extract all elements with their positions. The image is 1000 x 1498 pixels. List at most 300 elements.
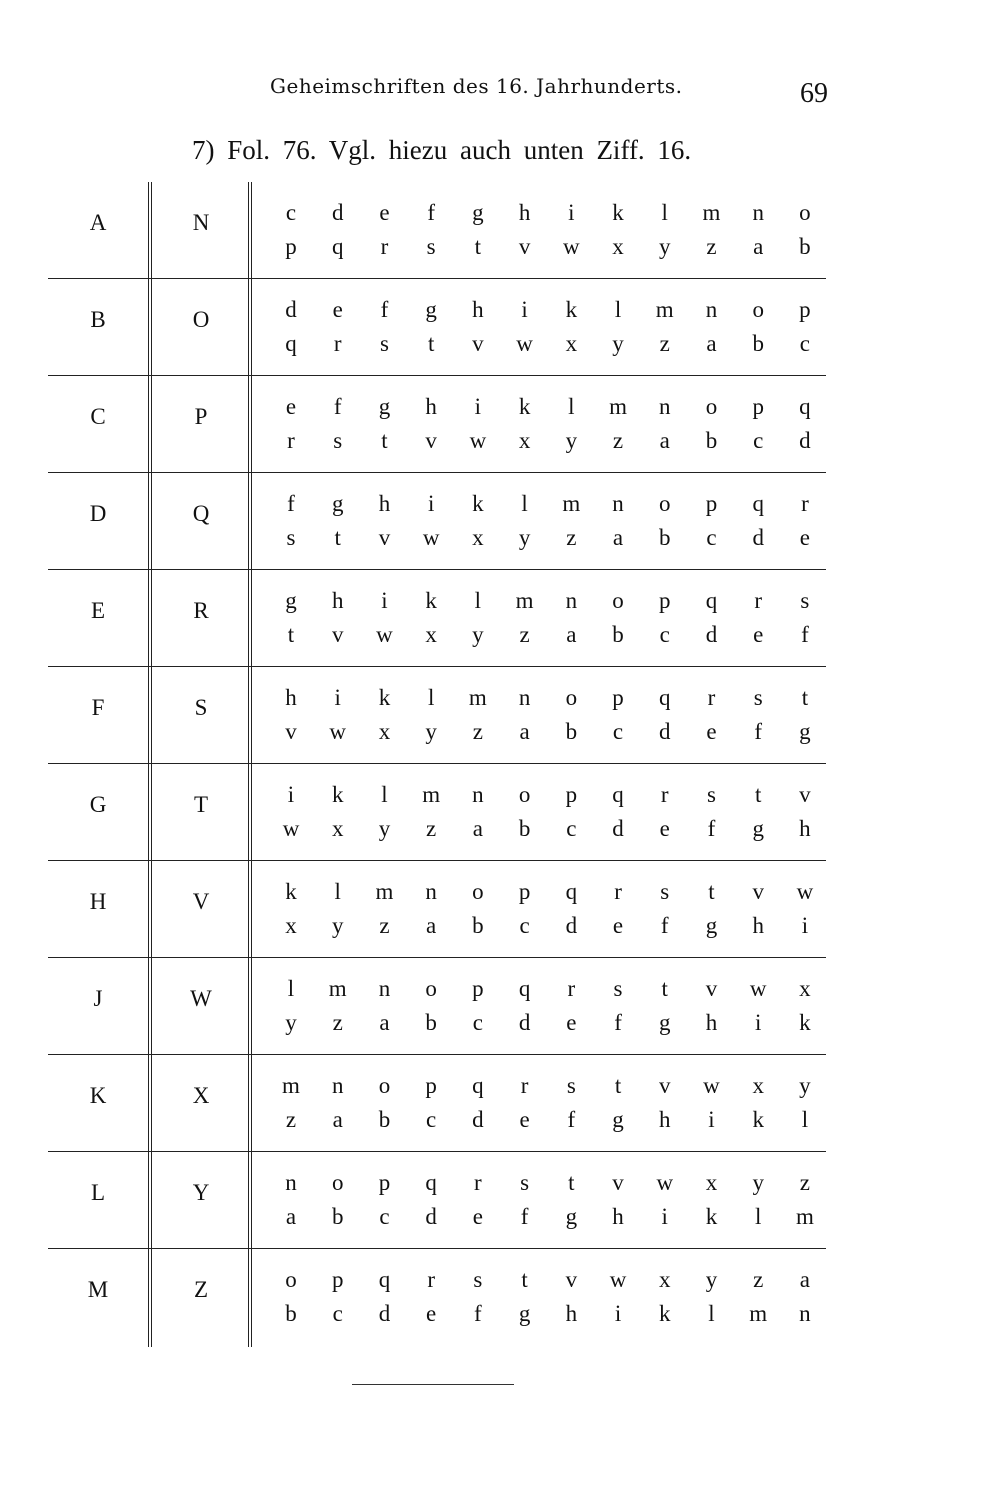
cipher-letter: h	[705, 1010, 718, 1035]
cipher-letter: s	[753, 685, 763, 710]
cipher-letter: z	[659, 331, 670, 356]
alphabet-line-top	[268, 1170, 828, 1196]
key-letter-left: G	[89, 792, 107, 817]
cipher-letter: c	[426, 1107, 437, 1132]
key-letter-left: E	[90, 598, 106, 623]
cipher-letter: n	[425, 879, 437, 904]
cipher-letter: b	[659, 525, 671, 550]
cipher-letter: t	[427, 331, 435, 356]
cipher-letter: q	[331, 234, 344, 259]
cipher-letter: d	[705, 622, 718, 647]
cipher-letter: z	[285, 1107, 297, 1132]
cipher-letter: a	[753, 234, 764, 259]
alphabet-line-bottom	[268, 1204, 828, 1230]
cipher-letter: e	[332, 297, 343, 322]
cipher-letter: h	[799, 816, 811, 841]
cipher-letter: o	[285, 1267, 297, 1292]
cipher-letter: i	[708, 1107, 715, 1132]
cipher-letter: y	[752, 1170, 764, 1195]
cipher-letter: c	[519, 913, 530, 938]
cipher-letter: w	[656, 1170, 674, 1195]
cipher-letter: a	[426, 913, 437, 938]
cipher-letter: o	[378, 1073, 391, 1098]
alphabet-line-top	[268, 1073, 828, 1099]
cipher-letter: c	[612, 719, 624, 744]
cipher-letter: b	[565, 719, 578, 744]
cipher-letter: f	[754, 719, 763, 744]
cipher-letter: s	[426, 234, 436, 259]
cipher-letter: v	[565, 1267, 578, 1292]
cipher-letter: l	[568, 394, 575, 419]
cipher-letter: s	[613, 976, 623, 1001]
cipher-letter: w	[469, 428, 487, 453]
cipher-letter: w	[749, 976, 767, 1001]
cipher-letter: q	[378, 1267, 391, 1292]
cipher-letter: b	[425, 1010, 437, 1035]
cipher-letter: w	[609, 1267, 627, 1292]
cipher-letter: o	[472, 879, 484, 904]
cipher-letter: m	[609, 394, 627, 419]
cipher-letter: a	[472, 816, 483, 841]
cipher-letter: l	[754, 1204, 762, 1229]
cipher-letter: m	[282, 1073, 300, 1098]
cipher-letter: c	[379, 1204, 390, 1229]
cipher-letter: s	[379, 331, 389, 356]
cipher-row	[48, 473, 826, 570]
cipher-letter: e	[753, 622, 764, 647]
cipher-letter: s	[706, 782, 716, 807]
cipher-letter: v	[472, 331, 484, 356]
key-letter-left: K	[89, 1083, 107, 1108]
cipher-letter: a	[379, 1010, 390, 1035]
cipher-letter: f	[801, 622, 809, 647]
cipher-letter: b	[705, 428, 718, 453]
cipher-letter: w	[422, 525, 440, 550]
cipher-letter: r	[614, 879, 622, 904]
cipher-letter: f	[380, 297, 389, 322]
cipher-letter: z	[612, 428, 624, 453]
cipher-letter: c	[799, 331, 811, 356]
cipher-letter: n	[518, 685, 531, 710]
cipher-letter: o	[331, 1170, 344, 1195]
cipher-letter: x	[425, 622, 437, 647]
cipher-letter: i	[801, 913, 809, 938]
cipher-letter: w	[329, 719, 347, 744]
cipher-letter: n	[378, 976, 391, 1001]
cipher-letter: n	[799, 1301, 811, 1326]
cipher-letter: b	[378, 1107, 391, 1132]
cipher-letter: d	[659, 719, 671, 744]
cipher-letter: r	[520, 1073, 529, 1098]
cipher-letter: p	[612, 685, 624, 710]
cipher-table	[48, 182, 826, 1346]
cipher-row	[48, 182, 826, 279]
cipher-letter: s	[660, 879, 670, 904]
cipher-letter: k	[472, 491, 484, 516]
cipher-letter: m	[702, 200, 721, 225]
cipher-letter: k	[285, 879, 297, 904]
cipher-letter: g	[659, 1010, 671, 1035]
cipher-letter: z	[799, 1170, 811, 1195]
cipher-letter: f	[427, 200, 435, 225]
cipher-letter: h	[565, 1301, 578, 1326]
cipher-letter: a	[612, 525, 624, 550]
cipher-letter: x	[285, 913, 297, 938]
cipher-letter: s	[286, 525, 296, 550]
cipher-letter: r	[754, 588, 763, 613]
cipher-letter: b	[331, 1204, 344, 1229]
cipher-letter: n	[659, 394, 671, 419]
cipher-letter: g	[472, 200, 484, 225]
cipher-letter: a	[566, 622, 577, 647]
cipher-letter: z	[753, 1267, 764, 1292]
cipher-letter: y	[331, 913, 344, 938]
cipher-letter: g	[331, 491, 344, 516]
cipher-letter: o	[705, 394, 718, 419]
cipher-letter: w	[796, 879, 814, 904]
key-letter-right: T	[193, 792, 209, 817]
cipher-letter: w	[563, 234, 580, 259]
cipher-letter: h	[612, 1204, 624, 1229]
cipher-letter: q	[752, 491, 764, 516]
cipher-letter: l	[427, 685, 435, 710]
cipher-letter: v	[285, 719, 297, 744]
cipher-letter: h	[331, 588, 344, 613]
cipher-letter: z	[519, 622, 530, 647]
cipher-letter: e	[799, 525, 811, 550]
cipher-letter: q	[799, 394, 811, 419]
cipher-letter: e	[426, 1301, 437, 1326]
cipher-letter: f	[520, 1204, 529, 1229]
cipher-letter: v	[799, 782, 811, 807]
cipher-letter: k	[799, 1010, 811, 1035]
cipher-letter: k	[659, 1301, 671, 1326]
cipher-letter: e	[659, 816, 670, 841]
cipher-letter: l	[801, 1107, 809, 1132]
alphabet-line-bottom	[268, 1301, 828, 1327]
cipher-letter: l	[287, 976, 295, 1001]
key-letter-right: X	[192, 1083, 210, 1108]
cipher-letter: i	[754, 1010, 762, 1035]
cipher-letter: n	[285, 1170, 297, 1195]
cipher-letter: e	[379, 200, 390, 225]
cipher-letter: i	[427, 491, 435, 516]
cipher-letter: c	[706, 525, 717, 550]
cipher-letter: f	[614, 1010, 622, 1035]
page-number: 69	[800, 78, 828, 109]
cipher-letter: t	[708, 879, 715, 904]
cipher-row	[48, 861, 826, 958]
cipher-letter: a	[519, 719, 530, 744]
cipher-letter: r	[567, 976, 576, 1001]
cipher-letter: q	[612, 782, 624, 807]
cipher-letter: t	[614, 1073, 622, 1098]
cipher-letter: m	[422, 782, 441, 807]
cipher-letter: p	[705, 491, 718, 516]
cipher-letter: m	[749, 1301, 768, 1326]
section-heading: 7) Fol. 76. Vgl. hiezu auch unten Ziff. 16.	[192, 135, 692, 165]
cipher-letter: r	[801, 491, 809, 516]
cipher-letter: g	[285, 588, 297, 613]
key-letter-right: S	[194, 695, 208, 720]
cipher-letter: d	[518, 1010, 531, 1035]
cipher-letter: p	[378, 1170, 391, 1195]
cipher-letter: z	[379, 913, 390, 938]
cipher-letter: o	[752, 297, 764, 322]
cipher-letter: s	[520, 1170, 530, 1195]
cipher-letter: y	[565, 428, 578, 453]
cipher-letter: z	[472, 719, 483, 744]
cipher-letter: t	[287, 622, 295, 647]
cipher-letter: r	[707, 685, 716, 710]
cipher-letter: e	[519, 1107, 530, 1132]
cipher-letter: t	[521, 1267, 528, 1292]
cipher-letter: m	[375, 879, 394, 904]
cipher-letter: w	[703, 1073, 720, 1098]
cipher-letter: i	[334, 685, 341, 710]
cipher-letter: x	[565, 331, 578, 356]
cipher-letter: g	[705, 913, 718, 938]
cipher-letter: d	[331, 200, 344, 225]
alphabet-line-bottom	[268, 1107, 828, 1133]
cipher-letter: f	[474, 1301, 482, 1326]
cipher-letter: r	[427, 1267, 435, 1292]
alphabet-line-bottom	[268, 622, 828, 648]
cipher-letter: p	[752, 394, 764, 419]
alphabet-line-bottom	[268, 816, 828, 842]
key-letter-right: P	[194, 404, 208, 429]
cipher-letter: l	[521, 491, 528, 516]
key-letter-left: B	[90, 307, 106, 332]
cipher-letter: m	[515, 588, 534, 613]
cipher-letter: w	[516, 331, 533, 356]
cipher-letter: r	[333, 331, 342, 356]
cipher-letter: y	[612, 331, 624, 356]
cipher-letter: k	[331, 782, 344, 807]
cipher-letter: b	[285, 1301, 297, 1326]
cipher-row	[48, 570, 826, 667]
key-letter-right: Z	[193, 1277, 209, 1302]
cipher-letter: r	[380, 234, 389, 259]
cipher-letter: c	[659, 622, 670, 647]
alphabet-line-top	[268, 394, 828, 420]
cipher-letter: y	[659, 234, 671, 259]
cipher-letter: b	[518, 816, 531, 841]
cipher-letter: h	[425, 394, 437, 419]
cipher-letter: y	[799, 1073, 811, 1098]
cipher-row	[48, 764, 826, 861]
cipher-row	[48, 667, 826, 764]
cipher-letter: q	[472, 1073, 484, 1098]
alphabet-line-bottom	[268, 331, 828, 357]
cipher-letter: x	[612, 234, 624, 259]
cipher-letter: m	[328, 976, 347, 1001]
key-letter-left: D	[89, 501, 107, 526]
cipher-row	[48, 279, 826, 376]
cipher-letter: q	[518, 976, 531, 1001]
cipher-letter: e	[566, 1010, 577, 1035]
cipher-row	[48, 1152, 826, 1249]
cipher-letter: n	[472, 782, 484, 807]
cipher-letter: a	[706, 331, 717, 356]
cipher-letter: n	[705, 297, 718, 322]
cipher-letter: d	[752, 525, 764, 550]
cipher-letter: v	[331, 622, 344, 647]
cipher-letter: v	[518, 234, 531, 259]
cipher-letter: m	[562, 491, 581, 516]
alphabet-line-bottom	[268, 234, 828, 260]
cipher-row	[48, 1249, 826, 1346]
cipher-letter: v	[612, 1170, 624, 1195]
cipher-letter: r	[474, 1170, 482, 1195]
cipher-letter: f	[660, 913, 669, 938]
key-letter-right: R	[193, 598, 209, 623]
alphabet-line-top	[268, 782, 828, 808]
alphabet-line-top	[268, 297, 828, 323]
cipher-letter: h	[518, 200, 531, 225]
cipher-letter: i	[474, 394, 482, 419]
cipher-letter: s	[566, 1073, 576, 1098]
cipher-letter: z	[426, 816, 437, 841]
cipher-letter: x	[752, 1073, 764, 1098]
cipher-letter: k	[705, 1204, 718, 1229]
cipher-letter: r	[287, 428, 295, 453]
cipher-letter: h	[472, 297, 484, 322]
cipher-letter: z	[332, 1010, 343, 1035]
cipher-letter: d	[425, 1204, 437, 1229]
cipher-letter: i	[568, 200, 575, 225]
cipher-letter: b	[799, 234, 811, 259]
cipher-letter: s	[473, 1267, 483, 1292]
cipher-letter: o	[799, 200, 811, 225]
cipher-letter: h	[378, 491, 391, 516]
key-letter-left: L	[90, 1180, 106, 1205]
cipher-letter: a	[799, 1267, 811, 1292]
cipher-letter: l	[708, 1301, 715, 1326]
cipher-letter: o	[565, 685, 578, 710]
key-letter-right: V	[192, 889, 210, 914]
key-letter-right: O	[192, 307, 210, 332]
cipher-letter: i	[614, 1301, 622, 1326]
cipher-letter: v	[425, 428, 437, 453]
cipher-letter: g	[799, 719, 811, 744]
cipher-letter: m	[655, 297, 674, 322]
cipher-letter: l	[614, 297, 622, 322]
cipher-letter: b	[752, 331, 764, 356]
cipher-letter: p	[425, 1073, 437, 1098]
cipher-letter: x	[518, 428, 531, 453]
cipher-letter: t	[661, 976, 668, 1001]
key-letter-left: C	[90, 404, 106, 429]
alphabet-line-top	[268, 879, 828, 905]
alphabet-line-bottom	[268, 525, 828, 551]
cipher-letter: s	[333, 428, 343, 453]
cipher-letter: k	[378, 685, 391, 710]
key-letter-right: Y	[192, 1180, 210, 1205]
cipher-letter: k	[565, 297, 578, 322]
cipher-letter: h	[659, 1107, 671, 1132]
cipher-letter: g	[518, 1301, 531, 1326]
cipher-letter: n	[752, 200, 764, 225]
alphabet-line-bottom	[268, 913, 828, 939]
cipher-letter: p	[799, 297, 811, 322]
cipher-letter: z	[566, 525, 577, 550]
key-letter-left: H	[89, 889, 107, 914]
cipher-letter: y	[472, 622, 484, 647]
cipher-letter: a	[285, 1204, 297, 1229]
cipher-letter: y	[705, 1267, 718, 1292]
cipher-letter: n	[565, 588, 578, 613]
cipher-letter: t	[474, 234, 482, 259]
cipher-letter: w	[376, 622, 393, 647]
key-letter-left: A	[89, 210, 107, 235]
end-rule	[352, 1384, 514, 1385]
cipher-letter: w	[282, 816, 300, 841]
cipher-letter: t	[754, 782, 762, 807]
cipher-letter: l	[334, 879, 341, 904]
alphabet-line-bottom	[268, 428, 828, 454]
cipher-letter: d	[565, 913, 578, 938]
alphabet-line-top	[268, 588, 828, 614]
cipher-letter: n	[612, 491, 624, 516]
cipher-letter: l	[381, 782, 388, 807]
cipher-letter: y	[425, 719, 437, 744]
cipher-letter: i	[381, 588, 388, 613]
cipher-letter: t	[334, 525, 341, 550]
cipher-letter: b	[612, 622, 624, 647]
cipher-letter: f	[287, 491, 295, 516]
cipher-letter: h	[285, 685, 297, 710]
cipher-letter: q	[705, 588, 718, 613]
cipher-letter: e	[706, 719, 717, 744]
cipher-letter: b	[472, 913, 484, 938]
cipher-letter: k	[518, 394, 531, 419]
cipher-letter: e	[612, 913, 624, 938]
cipher-letter: i	[521, 297, 528, 322]
cipher-letter: l	[661, 200, 668, 225]
key-letter-left: M	[87, 1277, 109, 1302]
cipher-letter: f	[707, 816, 716, 841]
cipher-letter: m	[795, 1204, 814, 1229]
cipher-letter: g	[612, 1107, 624, 1132]
cipher-letter: p	[565, 782, 578, 807]
cipher-letter: o	[612, 588, 624, 613]
cipher-letter: s	[800, 588, 810, 613]
cipher-letter: r	[660, 782, 669, 807]
cipher-letter: o	[518, 782, 531, 807]
key-letter-right: N	[192, 210, 210, 235]
cipher-letter: k	[752, 1107, 764, 1132]
running-title: Geheimschriften des 16. Jahrhunderts.	[270, 74, 683, 98]
cipher-letter: x	[378, 719, 391, 744]
key-letter-left: J	[93, 986, 103, 1011]
cipher-letter: q	[659, 685, 671, 710]
cipher-letter: i	[661, 1204, 668, 1229]
cipher-letter: y	[285, 1010, 297, 1035]
cipher-letter: x	[472, 525, 484, 550]
alphabet-line-bottom	[268, 719, 828, 745]
cipher-letter: m	[468, 685, 487, 710]
cipher-letter: a	[659, 428, 670, 453]
cipher-letter: i	[287, 782, 295, 807]
cipher-letter: n	[331, 1073, 344, 1098]
cipher-letter: t	[801, 685, 809, 710]
cipher-letter: c	[332, 1301, 343, 1326]
alphabet-line-top	[268, 200, 828, 226]
cipher-letter: g	[565, 1204, 578, 1229]
alphabet-line-top	[268, 1267, 828, 1293]
cipher-letter: p	[285, 234, 297, 259]
